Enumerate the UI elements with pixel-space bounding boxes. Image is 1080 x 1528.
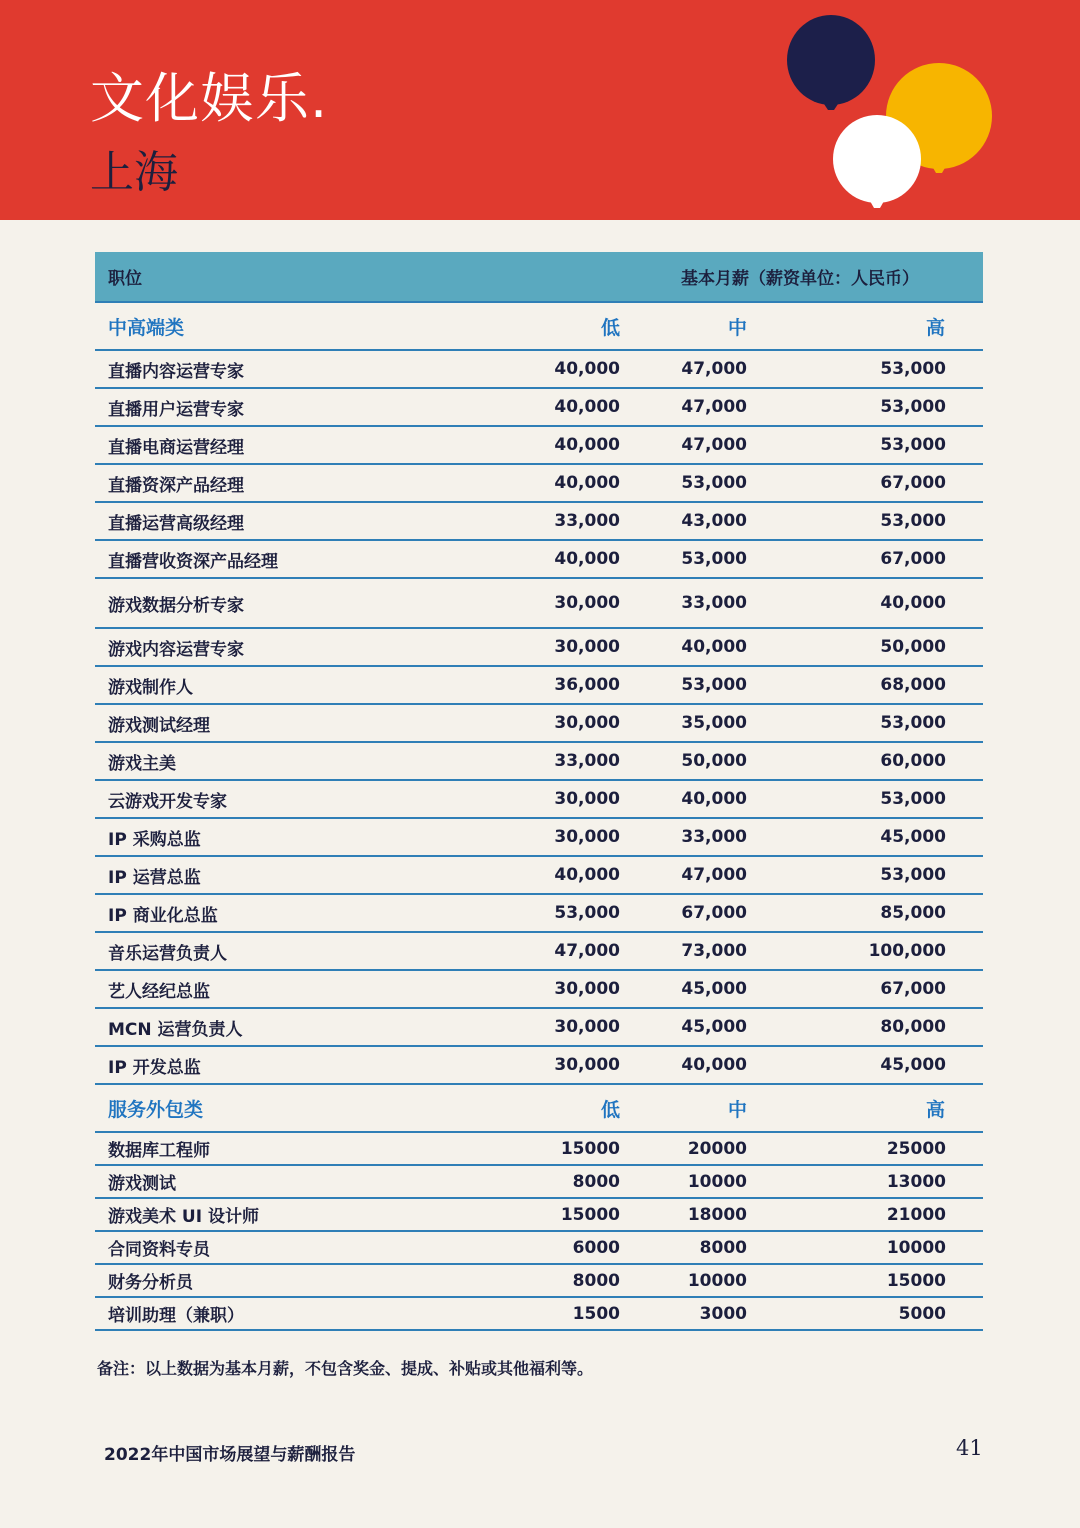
salary-mid: [631, 1297, 807, 1330]
job-title-text: 游戏数据分析专家: [108, 595, 244, 616]
salary-mid: [631, 464, 807, 502]
salary-low-text: 15000: [560, 1204, 620, 1225]
salary-high: [807, 780, 983, 818]
salary-low: [495, 1297, 631, 1330]
salary-high-text: 60,000: [880, 751, 946, 771]
job-title: [95, 1264, 495, 1297]
job-title: [95, 388, 495, 426]
salary-high: [807, 818, 983, 856]
salary-high-text: 5000: [898, 1303, 946, 1324]
salary-low: [495, 970, 631, 1008]
salary-mid-text: 8000: [699, 1237, 747, 1258]
job-title-text: 合同资料专员: [108, 1240, 210, 1260]
salary-low: [495, 1165, 631, 1198]
salary-mid: [631, 1198, 807, 1231]
salary-high-text: 67,000: [880, 549, 946, 569]
header-banner: [0, 0, 1080, 220]
category-row: [95, 1084, 983, 1132]
salary-mid-text: 35,000: [681, 713, 747, 733]
salary-low: [495, 780, 631, 818]
table-row: [95, 540, 983, 578]
salary-high-text: 40,000: [880, 593, 946, 613]
salary-low-text: 30,000: [554, 1055, 620, 1075]
salary-mid: [631, 856, 807, 894]
salary-mid: [631, 350, 807, 388]
salary-low-text: 30,000: [554, 827, 620, 847]
salary-mid: [631, 540, 807, 578]
salary-table: [95, 252, 983, 1331]
job-title: [95, 426, 495, 464]
footnote: 备注：以上数据为基本月薪，不包含奖金、提成、补贴或其他福利等。: [97, 1359, 594, 1378]
salary-high: [807, 578, 983, 628]
salary-high-text: 67,000: [880, 979, 946, 999]
salary-high: [807, 426, 983, 464]
salary-mid: [631, 1231, 807, 1264]
salary-mid-text: 53,000: [681, 675, 747, 695]
job-title-text: 直播用户运营专家: [108, 399, 244, 420]
table-row: [95, 628, 983, 666]
job-title-text: 游戏内容运营专家: [108, 639, 244, 660]
table-row: [95, 502, 983, 540]
salary-high: [807, 1297, 983, 1330]
mid-label-text: 中: [727, 316, 747, 339]
salary-mid: [631, 628, 807, 666]
job-title: [95, 1008, 495, 1046]
salary-high: [807, 464, 983, 502]
table-row: [95, 704, 983, 742]
job-title-text: 云游戏开发专家: [108, 791, 227, 812]
salary-high-text: 100,000: [868, 941, 946, 961]
job-title-text: 培训助理（兼职）: [108, 1306, 244, 1326]
salary-high: [807, 1008, 983, 1046]
salary-high-text: 45,000: [880, 827, 946, 847]
salary-mid-text: 53,000: [681, 549, 747, 569]
salary-low-text: 1500: [572, 1303, 620, 1324]
salary-mid: [631, 818, 807, 856]
job-title: [95, 970, 495, 1008]
job-title-text: 直播资深产品经理: [108, 475, 244, 496]
category-label: [95, 1084, 495, 1132]
job-title-text: 直播内容运营专家: [108, 361, 244, 382]
job-title-text: 游戏美术 UI 设计师: [108, 1207, 259, 1227]
category-label: [95, 302, 495, 350]
low-label: [495, 302, 631, 350]
salary-high: [807, 350, 983, 388]
salary-low: [495, 818, 631, 856]
salary-low-text: 30,000: [554, 637, 620, 657]
salary-high: [807, 932, 983, 970]
salary-mid: [631, 970, 807, 1008]
table-header-row: [95, 252, 983, 302]
job-title-text: 音乐运营负责人: [108, 943, 227, 964]
salary-mid: [631, 1165, 807, 1198]
salary-mid-text: 10000: [687, 1171, 747, 1192]
job-title-text: 直播运营高级经理: [108, 513, 244, 534]
table-row: [95, 780, 983, 818]
job-title: [95, 464, 495, 502]
table-row: [95, 1165, 983, 1198]
salary-mid: [631, 426, 807, 464]
salary-low-text: 40,000: [554, 549, 620, 569]
salary-mid: [631, 894, 807, 932]
report-name: 2022年中国市场展望与薪酬报告: [104, 1445, 356, 1465]
salary-low-text: 6000: [572, 1237, 620, 1258]
salary-high: [807, 502, 983, 540]
job-title: [95, 540, 495, 578]
job-title-text: 财务分析员: [108, 1273, 193, 1293]
salary-mid-text: 33,000: [681, 593, 747, 613]
navy-balloon-icon: [787, 15, 875, 110]
table-row: [95, 818, 983, 856]
salary-low-text: 40,000: [554, 359, 620, 379]
salary-high-text: 53,000: [880, 789, 946, 809]
high-label: [807, 302, 983, 350]
salary-mid: [631, 780, 807, 818]
job-title: [95, 1132, 495, 1165]
table-row: [95, 1046, 983, 1084]
job-title-text: 直播电商运营经理: [108, 437, 244, 458]
table-row: [95, 578, 983, 628]
salary-low-text: 47,000: [554, 941, 620, 961]
salary-high-text: 21000: [886, 1204, 946, 1225]
job-title: [95, 818, 495, 856]
table-row: [95, 970, 983, 1008]
salary-mid-text: 45,000: [681, 979, 747, 999]
salary-high-text: 45,000: [880, 1055, 946, 1075]
salary-low: [495, 1132, 631, 1165]
salary-high-text: 13000: [886, 1171, 946, 1192]
salary-low-text: 53,000: [554, 903, 620, 923]
salary-low-text: 30,000: [554, 593, 620, 613]
job-title: [95, 502, 495, 540]
table-row: [95, 350, 983, 388]
salary-high-text: 53,000: [880, 511, 946, 531]
salary-mid-text: 3000: [699, 1303, 747, 1324]
salary-high-text: 53,000: [880, 359, 946, 379]
salary-high: [807, 628, 983, 666]
salary-high: [807, 742, 983, 780]
salary-high-text: 53,000: [880, 435, 946, 455]
job-title-text: 游戏主美: [108, 753, 176, 774]
salary-mid-text: 40,000: [681, 789, 747, 809]
salary-high-text: 10000: [886, 1237, 946, 1258]
salary-high: [807, 1132, 983, 1165]
table-row: [95, 1297, 983, 1330]
salary-mid: [631, 742, 807, 780]
job-title: [95, 742, 495, 780]
job-title: [95, 780, 495, 818]
salary-high: [807, 1264, 983, 1297]
salary-high-text: 53,000: [880, 397, 946, 417]
job-title-text: IP 运营总监: [108, 867, 201, 888]
salary-low-text: 40,000: [554, 397, 620, 417]
salary-mid-text: 43,000: [681, 511, 747, 531]
salary-mid-text: 45,000: [681, 1017, 747, 1037]
job-title: [95, 578, 495, 628]
salary-low-text: 40,000: [554, 435, 620, 455]
job-title: [95, 1046, 495, 1084]
salary-low-text: 30,000: [554, 1017, 620, 1037]
salary-mid-text: 18000: [687, 1204, 747, 1225]
salary-high-text: 85,000: [880, 903, 946, 923]
low-label-text: 低: [600, 316, 620, 339]
header-salary: 基本月薪（薪资单位：人民币）: [495, 252, 983, 302]
salary-low: [495, 1198, 631, 1231]
job-title: [95, 894, 495, 932]
salary-mid-text: 40,000: [681, 1055, 747, 1075]
job-title: [95, 350, 495, 388]
salary-low-text: 15000: [560, 1138, 620, 1159]
low-label: [495, 1084, 631, 1132]
salary-low-text: 8000: [572, 1171, 620, 1192]
salary-high: [807, 1231, 983, 1264]
job-title: [95, 856, 495, 894]
table-row: [95, 388, 983, 426]
salary-high: [807, 666, 983, 704]
salary-low: [495, 502, 631, 540]
job-title: [95, 1198, 495, 1231]
salary-low-text: 40,000: [554, 473, 620, 493]
salary-low: [495, 856, 631, 894]
salary-mid-text: 10000: [687, 1270, 747, 1291]
job-title-text: 数据库工程师: [108, 1141, 210, 1161]
salary-low-text: 33,000: [554, 751, 620, 771]
salary-mid-text: 67,000: [681, 903, 747, 923]
salary-mid-text: 73,000: [681, 941, 747, 961]
salary-low: [495, 1264, 631, 1297]
salary-low-text: 36,000: [554, 675, 620, 695]
salary-mid-text: 47,000: [681, 435, 747, 455]
low-label-text: 低: [600, 1098, 620, 1121]
salary-high-text: 53,000: [880, 713, 946, 733]
job-title: [95, 1297, 495, 1330]
salary-mid: [631, 1008, 807, 1046]
salary-low: [495, 388, 631, 426]
salary-mid-text: 20000: [687, 1138, 747, 1159]
salary-mid: [631, 666, 807, 704]
white-balloon-icon: [833, 115, 921, 208]
page-subtitle: 上海: [90, 147, 178, 198]
salary-low-text: 30,000: [554, 979, 620, 999]
job-title-text: IP 商业化总监: [108, 905, 218, 926]
salary-high: [807, 894, 983, 932]
salary-high: [807, 1198, 983, 1231]
table-row: [95, 1264, 983, 1297]
table-row: [95, 1008, 983, 1046]
salary-low: [495, 1008, 631, 1046]
salary-low: [495, 426, 631, 464]
salary-low: [495, 1046, 631, 1084]
salary-high: [807, 1046, 983, 1084]
table-row: [95, 1198, 983, 1231]
mid-label: [631, 1084, 807, 1132]
job-title: [95, 704, 495, 742]
salary-mid: [631, 1046, 807, 1084]
salary-low: [495, 894, 631, 932]
page-number: 41: [956, 1436, 983, 1460]
salary-mid-text: 40,000: [681, 637, 747, 657]
job-title-text: 游戏制作人: [108, 677, 193, 698]
salary-high: [807, 970, 983, 1008]
job-title: [95, 1165, 495, 1198]
salary-high-text: 53,000: [880, 865, 946, 885]
salary-mid-text: 50,000: [681, 751, 747, 771]
salary-mid-text: 47,000: [681, 359, 747, 379]
job-title-text: IP 开发总监: [108, 1057, 201, 1078]
salary-low-text: 30,000: [554, 789, 620, 809]
salary-mid: [631, 704, 807, 742]
table-row: [95, 742, 983, 780]
category-row: [95, 302, 983, 350]
table-row: [95, 1231, 983, 1264]
salary-low: [495, 464, 631, 502]
salary-low-text: 8000: [572, 1270, 620, 1291]
job-title-text: 游戏测试: [108, 1174, 176, 1194]
table-row: [95, 856, 983, 894]
salary-high-text: 68,000: [880, 675, 946, 695]
salary-high-text: 25000: [886, 1138, 946, 1159]
salary-high-text: 15000: [886, 1270, 946, 1291]
job-title: [95, 932, 495, 970]
salary-low: [495, 704, 631, 742]
salary-mid-text: 53,000: [681, 473, 747, 493]
job-title-text: 艺人经纪总监: [108, 981, 210, 1002]
high-label-text: 高: [925, 1098, 945, 1121]
table-row: [95, 1132, 983, 1165]
mid-label-text: 中: [727, 1098, 747, 1121]
table-row: [95, 894, 983, 932]
job-title: [95, 628, 495, 666]
salary-low: [495, 742, 631, 780]
page-title: 文化娱乐.: [90, 67, 329, 130]
job-title-text: 直播营收资深产品经理: [108, 551, 278, 572]
mid-label: [631, 302, 807, 350]
salary-mid: [631, 578, 807, 628]
salary-high-text: 50,000: [880, 637, 946, 657]
salary-high: [807, 388, 983, 426]
salary-table-container: [95, 252, 983, 1331]
job-title-text: 游戏测试经理: [108, 715, 210, 736]
salary-mid-text: 47,000: [681, 865, 747, 885]
salary-low-text: 30,000: [554, 713, 620, 733]
high-label-text: 高: [925, 316, 945, 339]
header-position: 职位: [95, 252, 495, 302]
salary-high: [807, 856, 983, 894]
salary-high-text: 80,000: [880, 1017, 946, 1037]
salary-low: [495, 932, 631, 970]
salary-low: [495, 1231, 631, 1264]
category-label-text: 中高端类: [108, 316, 185, 339]
salary-low: [495, 540, 631, 578]
salary-high: [807, 1165, 983, 1198]
job-title: [95, 666, 495, 704]
salary-low: [495, 578, 631, 628]
salary-mid: [631, 1132, 807, 1165]
high-label: [807, 1084, 983, 1132]
salary-high: [807, 704, 983, 742]
job-title: [95, 1231, 495, 1264]
salary-high: [807, 540, 983, 578]
table-row: [95, 666, 983, 704]
salary-low: [495, 666, 631, 704]
salary-low-text: 33,000: [554, 511, 620, 531]
job-title-text: MCN 运营负责人: [108, 1019, 243, 1040]
salary-high-text: 67,000: [880, 473, 946, 493]
salary-mid: [631, 1264, 807, 1297]
balloons-illustration: [760, 0, 1080, 220]
salary-mid: [631, 502, 807, 540]
salary-low: [495, 350, 631, 388]
salary-mid-text: 47,000: [681, 397, 747, 417]
salary-mid: [631, 388, 807, 426]
table-body: [95, 302, 983, 1330]
table-row: [95, 426, 983, 464]
salary-low-text: 40,000: [554, 865, 620, 885]
salary-mid: [631, 932, 807, 970]
job-title-text: IP 采购总监: [108, 829, 201, 850]
salary-mid-text: 33,000: [681, 827, 747, 847]
salary-low: [495, 628, 631, 666]
table-row: [95, 464, 983, 502]
category-label-text: 服务外包类: [108, 1098, 204, 1121]
table-row: [95, 932, 983, 970]
